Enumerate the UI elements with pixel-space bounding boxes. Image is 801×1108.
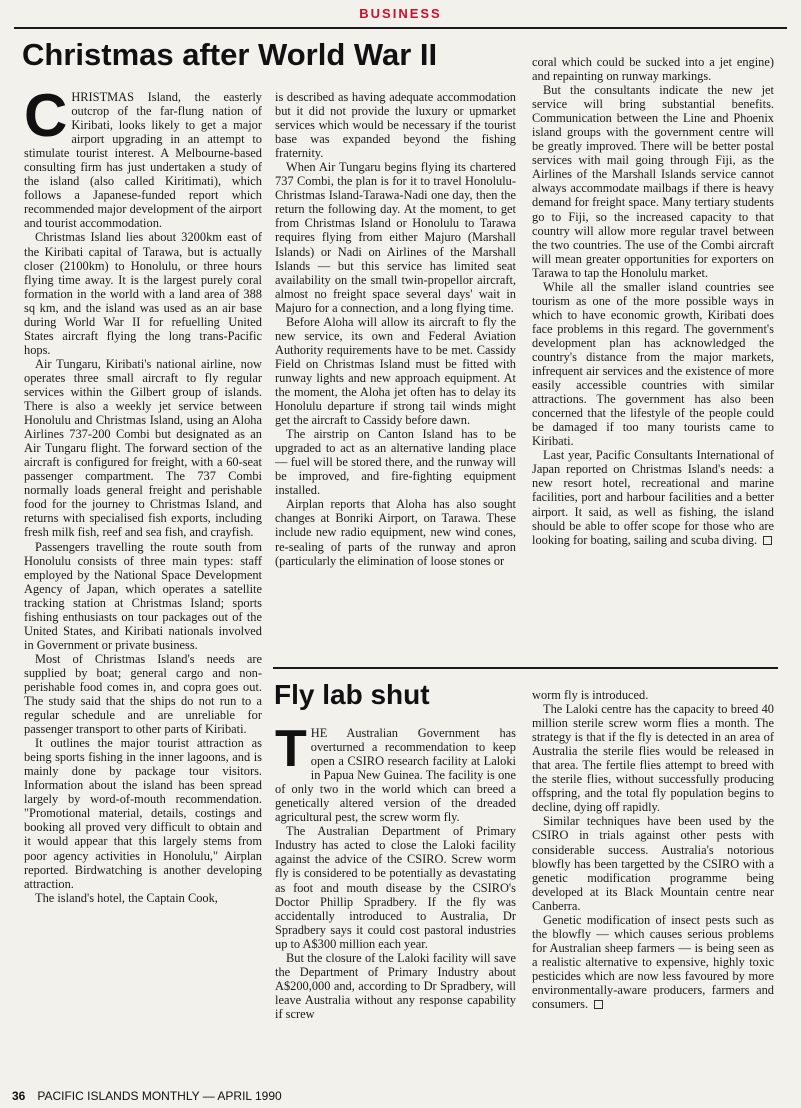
paragraph: Most of Christmas Island's needs are supplied by boat; general cargo and non-perishable food comes in, and copra goes out. The study said that the ships do not run to a regular schedule and are unreliable for passenger transport to other parts of Kiribati. [24,651,262,737]
article-column-3 [532,688,774,1083]
paragraph-text: Last year, Pacific Consultants International of Japan reported on Christmas Island's needs: a new resort hotel, recreational and marine facilities, port and harbour facilities and a better airport. It said, as well as fishing, the island should be able to offer scope for those who are looking for boating, sailing and scuba diving. [532,448,774,547]
drop-cap: C [24,90,68,149]
article-column-2 [275,90,516,662]
paragraph: The Laloki centre has the capacity to breed 40 million sterile screw worm flies a month. The strategy is that if the fly is detected in an area of Australia the sterile flies would be released in that area. The fertile flies attempt to breed with the sterile flies, without successfully producing offspring, and the total fly population begins to decline, dying off rapidly. [532,702,774,815]
section-label: BUSINESS [359,6,442,21]
paragraph: Air Tungaru, Kiribati's national airline, now operates three small aircraft to fly regular services within the Gilbert group of islands. There is also a weekly jet service between Honolulu and Christmas Island, using an Aloha Airlines 737-200 Combi but designated as an Air Tungaru flight. The forward section of the aircraft is configured for freight, with a 60-seat passenger compartment. The 737 Combi normally loads general freight and perishable food for the journey to Christmas Island, and returns with specialised fish exports, including fresh milk fish, reef and sea fish, and crayfish. [24,356,262,540]
paragraph: But the closure of the Laloki facility will save the Department of Primary Industry about A$200,000 and, according to Dr Spradbery, will leave Australia without any response capability if screw [275,950,516,1021]
paragraph: worm fly is introduced. [532,688,649,702]
paragraph: is described as having adequate accommodation but it did not provide the luxury or upmarket services which would be necessary if the tourist base was expanded beyond the fishing fraternity. [275,90,516,161]
paragraph [532,448,774,546]
paragraph [532,913,774,1011]
publication-info: PACIFIC ISLANDS MONTHLY — APRIL 1990 [37,1089,282,1103]
end-mark-icon [594,1000,603,1009]
article-headline: Christmas after World War II [22,37,438,72]
page-footer [12,1089,282,1103]
paragraph: Passengers travelling the route south from Honolulu consists of three main types: staff employed by the National Space Development Agency of Japan, which operates a satellite tracking station at Christmas Island; sports fishing enthusiasts on tour packages out of the United States, and Kiribati nationals involved in Government or private business. [24,539,262,652]
paragraph: Similar techniques have been used by the CSIRO in trials against other pests with considerable success. Australia's notorious blowfly has been targetted by the CSIRO with a genetic modification programme being developed at its Black Mountain centre near Canberra. [532,814,774,913]
paragraph: HE Australian Government has overturned a recommendation to keep open a CSIRO research facility at Laloki in Papua New Guinea. The facility is one of only two in the world which can breed a genetically altered version of the dreaded agricultural pest, the screw worm fly. [275,726,516,825]
paragraph: Christmas Island lies about 3200km east of the Kiribati capital of Tarawa, but is actually closer (2100km) to Honolulu, or three hours flying time away. It is the largest purely coral formation in the world with a land area of 388 sq km, and the island was used as an air base during World War II for refuelling United States aircraft flying the long trans-Pacific hops. [24,230,262,357]
paragraph: Airplan reports that Aloha has also sought changes at Bonriki Airport, on Tarawa. These include new radio equipment, new wind cones, re-sealing of parts of the runway and apron (particularly the elimination of loose stones or [275,497,516,568]
paragraph: Before Aloha will allow its aircraft to fly the new service, its own and Federal Aviation Authority requirements have to be met. Cassidy Field on Christmas Island must be fitted with runway lights and new approach equipment. At the moment, the Aloha jet often has to delay its Honolulu departure if strong tail winds might get the aircraft to Cassidy before dawn. [275,314,516,428]
article-column-2 [275,726,516,1083]
paragraph: The Australian Department of Primary Industry has acted to close the Laloki facility against the advice of the CSIRO. Screw worm fly is considered to be potentially as devastating as foot and mouth disease by the CSIRO's Doctor Phillip Spradbery. If the fly was accidentally introduced to Australia, Dr Spradbery says it could cost pastoral industries up to A$300 million each year. [275,824,516,951]
drop-cap: T [275,726,307,778]
article-headline: Fly lab shut [274,679,430,710]
paragraph: The island's hotel, the Captain Cook, [35,890,218,905]
end-mark-icon [763,536,772,545]
paragraph-text: Genetic modification of insect pests such as the blowfly — which causes serious problems for Australian sheep farmers — is being seen as a realistic alternative to expensive, highly toxic pesticides which are now less favoured by more environmentally-aware producers, farmers and consumers. [532,912,774,1012]
header-rule [14,27,787,29]
paragraph: HRISTMAS Island, the easterly outcrop of the far-flung nation of Kiribati, looks likely to get a major airport upgrading in an attempt to stimulate tourist interest. A Melbourne-based consulting firm has just undertaken a study of the island (also called Kiritimati), which follows a Japanese-funded report which recommended major development of the airport and tourist accommodation. [24,90,262,231]
paragraph: It outlines the major tourist attraction as being sports fishing in the inner lagoons, and is mainly done by package tour visitors. Information about the island has been spread largely by word-of-mouth recommendation. "Promotional material, details, costings and booking all proved very difficult to obtain and it would appear that this largely stems from poor agency activities in Honolulu," Airplan reported. Birdwatching is another developing attraction. [24,736,262,891]
paragraph: But the consultants indicate the new jet service will bring substantial benefits. Communication between the Line and Phoenix island groups with the government centre will be greatly improved. There will be better postal services with mail going through Fiji, as the Airlines of the Marshall Islands service cannot always accommodate mailbags if there is heavy demand for freight space. Many tertiary students go to Fiji, so the increased capacity to that country will allow more regular travel between the two countries. The use of the Combi aircraft will mean greater opportunities for exporters on Tarawa to tap the Honolulu market. [532,83,774,280]
page-number: 36 [12,1089,26,1103]
paragraph: When Air Tungaru begins flying its chartered 737 Combi, the plan is for it to travel Honolulu-Christmas Island-Tarawa-Nadi one day, then the return the following day. At the moment, to get from Christmas Island or Honolulu to Tarawa requires flying from either Majuro (Marshall Islands) or Nadi on Airlines of the Marshall Islands — but this service has limited seat availability on the small twin-propellor aircraft, almost no freight space several days' wait in Majuro for a connection, and a long flying time. [275,160,516,315]
article-column-3 [532,55,774,662]
article-column-1 [24,90,262,1083]
paragraph: coral which could be sucked into a jet engine) and repainting on runway markings. [532,55,774,84]
section-divider-rule [273,667,778,669]
paragraph: While all the smaller island countries see tourism as one of the more possible ways in which to have economic growth, Kiribati does face problems in this regard. The government's development plan has acknowledged the country's distance from the major markets, infrequent air services and the existence of more easily accessible countries with similar attractions. The government has also been concerned that the lifestyle of the people could be damaged if too many tourists came to Kiribati. [532,279,774,449]
paragraph: The airstrip on Canton Island has to be upgraded to act as an alternative landing place — fuel will be stored there, and the runway will be improved, and fire-fighting equipment installed. [275,427,516,498]
